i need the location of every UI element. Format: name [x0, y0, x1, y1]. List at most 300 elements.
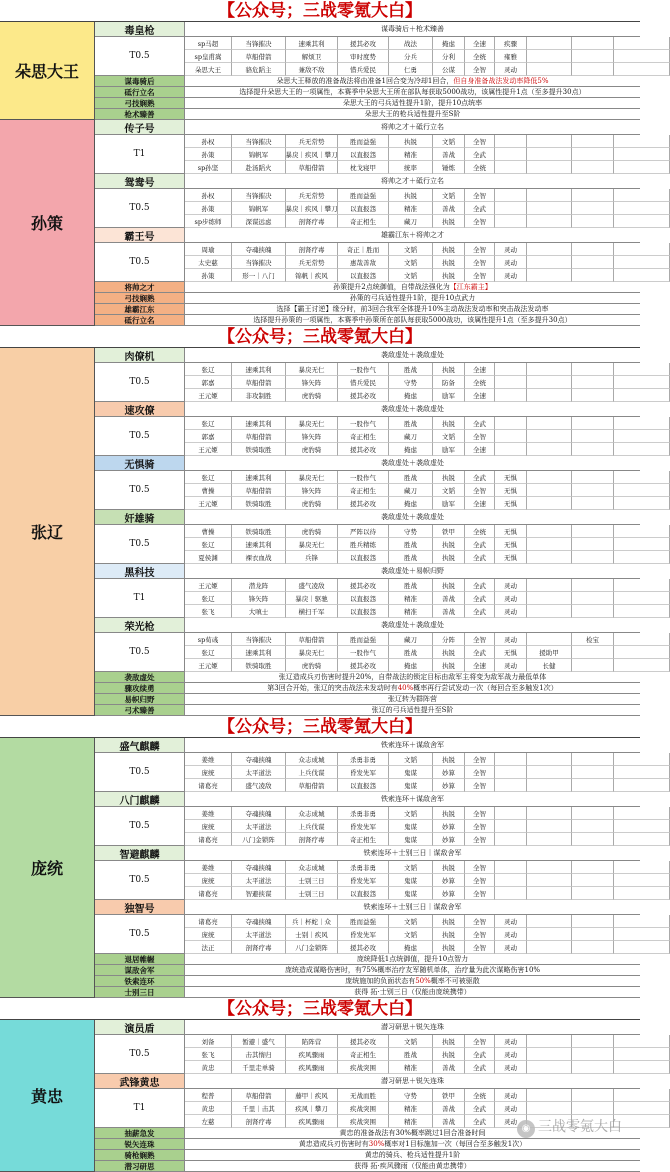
team-grid — [185, 753, 670, 792]
team-cell — [572, 243, 614, 256]
skill-name: 将帅之才 — [95, 282, 185, 292]
team-cell: sp皇甫嵩 — [185, 50, 232, 63]
team-cell: 援其必攻 — [338, 37, 389, 50]
team-cell: 执锐 — [433, 646, 465, 659]
team-cell: 全武 — [465, 471, 495, 484]
lineup-title-row — [95, 228, 640, 243]
team-cell: 锤炼 — [433, 161, 465, 174]
team-cell: 无惧 — [495, 551, 527, 564]
team-cell — [572, 1089, 614, 1102]
team-cell — [614, 887, 670, 900]
team-cell: sp马超 — [185, 37, 232, 50]
team-cell — [572, 417, 614, 430]
skill-desc — [185, 304, 640, 314]
team-cell: 精准 — [389, 1061, 433, 1074]
skill-desc-highlight: 但自身准备战法发动率降低5% — [453, 77, 549, 85]
team-cell — [527, 538, 572, 551]
team-cell: 无惧 — [495, 484, 527, 497]
team-cell: 夏侯渊 — [185, 551, 232, 564]
team-cell: 左慈 — [185, 1115, 232, 1128]
team-cell — [572, 1035, 614, 1048]
team-cell: 草船借箭 — [286, 779, 338, 792]
team-cell: 掩虑 — [389, 389, 433, 402]
team-cell: 非攻制胜 — [232, 389, 286, 402]
tier-label: T0.5 — [95, 189, 185, 227]
team-grid — [185, 471, 670, 510]
team-cell: 执锐 — [433, 256, 465, 269]
team-cell: 善战 — [433, 202, 465, 215]
team-cell: 全智 — [465, 633, 495, 646]
team-cell: 藏刀 — [389, 633, 433, 646]
team-cell: 草船借箭 — [232, 484, 286, 497]
team-cell — [614, 189, 670, 202]
team-cell: 检宝 — [572, 633, 614, 646]
team-cell — [614, 941, 670, 954]
team-cell: 速乘其利 — [232, 363, 286, 376]
team-cell: 当锋摧决 — [232, 37, 286, 50]
team-cell: 援其必攻 — [338, 941, 389, 954]
team-cell: 张飞 — [185, 605, 232, 618]
team-cell: 以直报怨 — [338, 269, 389, 282]
tier-label: T0.5 — [95, 471, 185, 509]
skill-name: 枪术臻善 — [95, 109, 185, 119]
team-grid — [185, 37, 670, 76]
team-cell: 智避挟谋 — [232, 887, 286, 900]
team-cell: 周瑜 — [185, 243, 232, 256]
team-cell: 援其必攻 — [338, 659, 389, 672]
page-banner: 【公众号；三战零氪大白】 — [0, 0, 640, 22]
team-cell: 一股作气 — [338, 471, 389, 484]
skill-row — [95, 954, 640, 965]
skill-row — [95, 683, 640, 694]
team-cell — [614, 135, 670, 148]
team-cell: 兵锋 — [286, 551, 338, 564]
team-cell: 胜战 — [389, 579, 433, 592]
team-cell: 灵动 — [495, 1048, 527, 1061]
team-cell: 速乘其利 — [232, 646, 286, 659]
tier-label: T0.5 — [95, 1035, 185, 1073]
team-cell: 王元姬 — [185, 659, 232, 672]
skill-name: 雄霸江东 — [95, 304, 185, 314]
team-cell — [614, 766, 670, 779]
team-cell: 全智 — [465, 779, 495, 792]
team-cell: 惜兵爱民 — [338, 63, 389, 76]
team-cell: 张辽 — [185, 363, 232, 376]
team-cell: 胜而益强 — [338, 135, 389, 148]
team-cell: 太平道法 — [232, 820, 286, 833]
team-cell: 兵无常势 — [286, 189, 338, 202]
team-cell: 程普 — [185, 1089, 232, 1102]
skill-row — [95, 705, 640, 716]
team-cell: 全智 — [465, 215, 495, 228]
team-cell: 全智 — [465, 256, 495, 269]
team-cell — [572, 887, 614, 900]
team-cell — [614, 417, 670, 430]
lineup-name: 独智号 — [95, 900, 185, 914]
team-cell: 一股作气 — [338, 363, 389, 376]
team-cell: 灵动 — [495, 579, 527, 592]
team-cell — [495, 376, 527, 389]
team-cell: 锦帆军 — [232, 202, 286, 215]
team-cell: 铁骑取胜 — [232, 659, 286, 672]
skill-row — [95, 315, 640, 326]
lineup-team-row — [95, 471, 640, 510]
team-cell: 灵动 — [495, 928, 527, 941]
team-cell: 公谋 — [433, 63, 465, 76]
skill-desc-text: 黄忠的准备战法有30%概率跳过1回合准备时间 — [339, 1129, 486, 1137]
team-cell — [495, 443, 527, 456]
team-cell: 善战 — [433, 1061, 465, 1074]
team-cell: 妙算 — [433, 874, 465, 887]
team-cell: 善战 — [433, 1102, 465, 1115]
team-cell: 众志成城 — [286, 807, 338, 820]
team-cell: 诸葛亮 — [185, 887, 232, 900]
skill-desc-highlight: 50% — [415, 977, 431, 985]
skill-name: 谋敌舍军 — [95, 965, 185, 975]
team-cell: 曹操 — [185, 484, 232, 497]
team-cell: 胜战 — [389, 646, 433, 659]
team-cell: 王元姬 — [185, 389, 232, 402]
team-cell — [614, 50, 670, 63]
team-cell — [527, 1048, 572, 1061]
team-grid — [185, 915, 670, 954]
skill-desc-text: 朵思大王的弓兵适性提升1阶，提升10点统率 — [342, 99, 483, 107]
lineup-skills: 潜习研思＋锐矢连珠 — [381, 1023, 444, 1031]
team-cell: 上兵伐谋 — [286, 820, 338, 833]
team-cell: 全智 — [465, 135, 495, 148]
skill-desc-text: 黄忠的骑兵、枪兵适性提升1阶 — [364, 1151, 461, 1159]
lineup-table — [95, 1020, 640, 1172]
team-cell: 胜战 — [389, 417, 433, 430]
lineup-table — [95, 348, 640, 716]
tier-label: T0.5 — [95, 861, 185, 899]
lineup-title-row — [95, 120, 640, 135]
team-cell — [572, 50, 614, 63]
team-cell — [527, 269, 572, 282]
skill-desc — [185, 965, 640, 975]
team-cell — [527, 861, 572, 874]
skill-row — [95, 293, 640, 304]
team-cell — [527, 1061, 572, 1074]
team-cell — [614, 430, 670, 443]
team-cell: 防备 — [433, 376, 465, 389]
team-cell: 文韬 — [389, 753, 433, 766]
team-cell: 文韬 — [389, 915, 433, 928]
team-cell — [614, 37, 670, 50]
skill-desc — [185, 1139, 640, 1149]
team-cell — [572, 538, 614, 551]
team-cell: 励军 — [433, 443, 465, 456]
team-cell — [572, 525, 614, 538]
skill-row — [95, 76, 640, 87]
team-cell: 灵动 — [495, 1102, 527, 1115]
team-cell: 全武 — [465, 538, 495, 551]
team-cell: 八门金锁阵 — [232, 833, 286, 846]
team-cell: 灵动 — [495, 915, 527, 928]
lineup-title-row — [95, 618, 640, 633]
lineup-team-row — [95, 807, 640, 846]
team-cell: 速乘其利 — [286, 37, 338, 50]
lineup-skills: 谋毒骑后＋枪术臻善 — [381, 25, 444, 33]
team-cell: 惠哉善敌 — [338, 256, 389, 269]
team-cell: 藏刀 — [389, 430, 433, 443]
team-cell: 孙策 — [185, 148, 232, 161]
skill-desc — [185, 293, 640, 303]
team-cell: 王元姬 — [185, 443, 232, 456]
team-cell: 以直报怨 — [338, 148, 389, 161]
team-cell — [495, 887, 527, 900]
team-cell: 灵动 — [495, 592, 527, 605]
team-cell: 杀勇非勇 — [338, 753, 389, 766]
team-cell: 胜战 — [389, 551, 433, 564]
skill-desc-text: 选择【霸王讨逆】缘分时，前3回合我军全体提升10%主动战法发动率和突击战法发动率 — [276, 305, 549, 313]
team-cell — [572, 592, 614, 605]
lineup-skills: 铁索连环＋士别三日｜谋敌舍军 — [363, 849, 462, 857]
team-cell: 灵动 — [495, 1035, 527, 1048]
team-cell — [527, 417, 572, 430]
lineup-team-row — [95, 579, 640, 618]
team-cell: sp孙坚 — [185, 161, 232, 174]
team-cell: 全武 — [465, 1115, 495, 1128]
lineup-team-row — [95, 525, 640, 564]
team-cell: 灵动 — [495, 633, 527, 646]
team-cell — [614, 525, 670, 538]
team-cell: 全智 — [465, 243, 495, 256]
team-cell: 全智 — [465, 1035, 495, 1048]
team-cell: 草船借箭 — [232, 50, 286, 63]
team-cell: 张辽 — [185, 538, 232, 551]
team-cell: 郭嘉 — [185, 430, 232, 443]
team-cell: 千里｜击其 — [232, 1102, 286, 1115]
team-grid — [185, 363, 670, 402]
team-cell — [614, 928, 670, 941]
team-cell: 兵｜杯蛇｜众 — [286, 915, 338, 928]
team-cell: 执锐 — [433, 941, 465, 954]
lineup-table — [95, 738, 640, 998]
team-cell: 援其必攻 — [338, 1035, 389, 1048]
team-cell: 众志成城 — [286, 753, 338, 766]
team-cell: 灵动 — [495, 63, 527, 76]
team-cell: 曹操 — [185, 525, 232, 538]
team-cell — [614, 779, 670, 792]
team-cell — [572, 820, 614, 833]
team-cell: 张辽 — [185, 471, 232, 484]
skill-desc-text: 张辽造成兵刃伤害时提升20%，自带战法的锁定目标由敌军主将变为敌军战力最低单体 — [278, 673, 547, 681]
team-cell: 解烦卫 — [286, 50, 338, 63]
team-cell: 奇正｜胜而 — [338, 243, 389, 256]
team-cell: 王元姬 — [185, 497, 232, 510]
team-cell: 掩虑 — [389, 659, 433, 672]
team-cell: 士别三日 — [286, 887, 338, 900]
team-cell: 张辽 — [185, 417, 232, 430]
team-cell — [527, 633, 572, 646]
team-cell: 妙算 — [433, 766, 465, 779]
team-cell: 执锐 — [433, 551, 465, 564]
lineup-name: 鸳鸯号 — [95, 174, 185, 188]
skill-desc-text: 庞统施加的负面状态有 — [345, 977, 416, 985]
skill-row — [95, 672, 640, 683]
team-cell: 陷阵营 — [286, 1035, 338, 1048]
team-cell — [527, 874, 572, 887]
team-cell — [614, 605, 670, 618]
team-cell — [572, 766, 614, 779]
team-cell: 妙算 — [433, 833, 465, 846]
lineup-title-row — [95, 738, 640, 753]
team-cell — [572, 135, 614, 148]
skill-row — [95, 282, 640, 293]
team-cell: 孙权 — [185, 189, 232, 202]
team-cell — [495, 766, 527, 779]
team-cell: 执锐 — [433, 928, 465, 941]
team-cell: 全武 — [465, 1102, 495, 1115]
team-cell: 疾战突围 — [338, 1061, 389, 1074]
team-cell — [495, 417, 527, 430]
team-cell — [572, 915, 614, 928]
team-cell: 暴戾无仁 — [286, 538, 338, 551]
team-cell — [614, 633, 670, 646]
team-cell: 文韬 — [389, 807, 433, 820]
team-cell — [527, 807, 572, 820]
team-cell — [572, 928, 614, 941]
team-cell: 当锋摧决 — [232, 135, 286, 148]
team-cell — [495, 148, 527, 161]
team-cell: 兼敌不敌 — [286, 63, 338, 76]
team-cell: 全智 — [465, 820, 495, 833]
team-cell: 锋矢阵 — [286, 430, 338, 443]
team-cell: 大嗔士 — [232, 605, 286, 618]
team-cell — [495, 215, 527, 228]
team-cell — [572, 579, 614, 592]
lineup-name: 毒皇枪 — [95, 22, 185, 36]
team-cell: 庞统 — [185, 766, 232, 779]
team-cell: 暴戾无仁 — [286, 471, 338, 484]
team-cell: 灵动 — [495, 1115, 527, 1128]
lineup-name: 传子号 — [95, 120, 185, 134]
team-cell — [614, 659, 670, 672]
team-cell: 横扫千军 — [286, 605, 338, 618]
team-cell — [527, 443, 572, 456]
team-cell — [614, 269, 670, 282]
team-cell: 草船借箭 — [232, 1089, 286, 1102]
team-cell — [614, 202, 670, 215]
team-cell: 击其惰归 — [232, 1048, 286, 1061]
skill-desc — [185, 1150, 640, 1160]
skill-desc-text: 张辽转为群阵营 — [388, 695, 437, 703]
tier-label: T0.5 — [95, 633, 185, 671]
team-cell: 庞统 — [185, 820, 232, 833]
team-cell: 鬼谋 — [389, 766, 433, 779]
team-cell — [495, 807, 527, 820]
team-cell: 胜战 — [389, 538, 433, 551]
team-grid — [185, 417, 670, 456]
team-cell: 藏刀 — [389, 215, 433, 228]
team-cell — [614, 1089, 670, 1102]
team-cell — [614, 376, 670, 389]
team-cell: 铁甲 — [433, 1089, 465, 1102]
skill-desc-text: 朵思大王释放的准备战法将由准备1回合变为冷却1回合， — [276, 77, 454, 85]
team-cell — [495, 202, 527, 215]
team-cell: 一股作气 — [338, 417, 389, 430]
team-cell: 鬼谋 — [389, 779, 433, 792]
lineup-name: 智避麒麟 — [95, 846, 185, 860]
lineup-title-row — [95, 1074, 640, 1089]
tier-label: T0.5 — [95, 37, 185, 75]
skill-name: 潜习研思 — [95, 1161, 185, 1171]
team-cell — [572, 376, 614, 389]
team-cell: 剖肾疗毒 — [286, 243, 338, 256]
team-cell — [527, 941, 572, 954]
team-cell — [572, 874, 614, 887]
lineup-title-row — [95, 402, 640, 417]
team-cell: 张辽 — [185, 646, 232, 659]
team-cell: 黄忠 — [185, 1061, 232, 1074]
team-cell: 鬼谋 — [389, 833, 433, 846]
team-cell: 励军 — [433, 389, 465, 402]
team-cell — [572, 659, 614, 672]
team-cell — [495, 779, 527, 792]
team-cell: 全智 — [465, 430, 495, 443]
watermark: ◉ 三战零氪大白 — [517, 1116, 622, 1138]
skill-desc-text: 孙策提升2点统御值，自带战法强化为 — [333, 283, 450, 291]
team-cell — [527, 202, 572, 215]
team-cell: 执锐 — [433, 417, 465, 430]
team-cell: 无惧 — [495, 538, 527, 551]
team-cell — [614, 1048, 670, 1061]
team-cell: 胜战 — [389, 1048, 433, 1061]
team-cell — [572, 443, 614, 456]
team-cell: 灵动 — [495, 941, 527, 954]
team-cell: 太平道法 — [232, 766, 286, 779]
team-cell: 速乘其利 — [232, 538, 286, 551]
team-cell: 战法 — [389, 37, 433, 50]
section-banner: 【公众号；三战零氪大白】 — [0, 998, 640, 1020]
tier-label: T0.5 — [95, 915, 185, 953]
skill-desc-text: 第3回合开始，张辽的突击战法未发动时有 — [267, 684, 398, 692]
team-cell — [495, 833, 527, 846]
team-cell — [614, 443, 670, 456]
team-cell: 掩虑 — [389, 443, 433, 456]
team-cell: 灵动 — [495, 659, 527, 672]
team-cell: sp步练师 — [185, 215, 232, 228]
team-cell: 兵无常势 — [286, 256, 338, 269]
team-cell — [614, 256, 670, 269]
team-cell — [572, 807, 614, 820]
team-cell: 疾风骤雨 — [286, 1061, 338, 1074]
team-cell: 以直报怨 — [338, 605, 389, 618]
team-cell: 孙策 — [185, 202, 232, 215]
tier-label: T0.5 — [95, 807, 185, 845]
team-cell: 执锐 — [433, 579, 465, 592]
team-cell: 掩虑 — [389, 941, 433, 954]
skill-row — [95, 87, 640, 98]
team-cell: 善战 — [433, 148, 465, 161]
skill-row — [95, 694, 640, 705]
skill-desc-highlight: 【江东霸主】 — [449, 283, 492, 291]
team-cell: 无战而胜 — [338, 1089, 389, 1102]
team-cell: 长健 — [527, 659, 572, 672]
skill-desc — [185, 315, 640, 325]
team-grid — [185, 243, 670, 282]
team-cell: 疾风骤雨 — [286, 1048, 338, 1061]
team-cell: 夺魂挟魄 — [232, 807, 286, 820]
skill-name: 士别三日 — [95, 987, 185, 997]
team-cell: 执锐 — [433, 915, 465, 928]
team-cell: 善战 — [433, 605, 465, 618]
team-cell — [572, 551, 614, 564]
team-cell: 士别｜疾风 — [286, 928, 338, 941]
team-cell: 诸葛亮 — [185, 779, 232, 792]
team-cell: 胜而益强 — [338, 633, 389, 646]
